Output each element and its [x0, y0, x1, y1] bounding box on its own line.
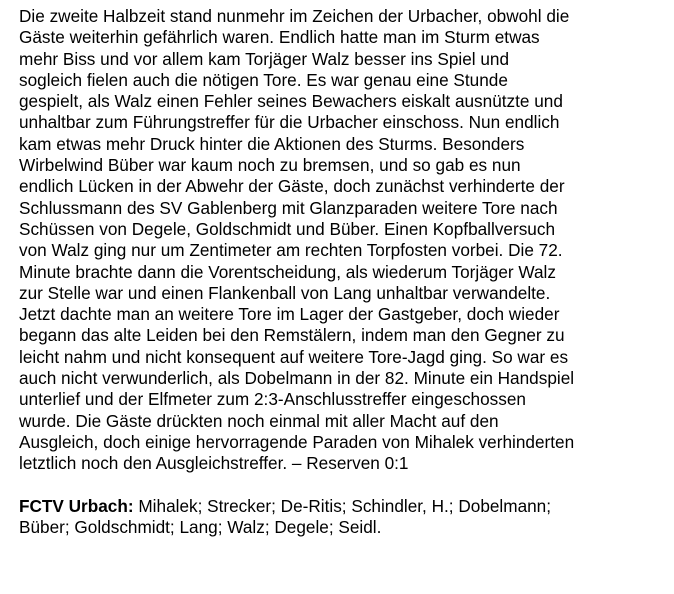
report-line: letztlich noch den Ausgleichstreffer. – Reserven 0:1: [19, 453, 409, 474]
lineup-players-1: Mihalek; Strecker; De-Ritis; Schindler, H.; Dobelmann;: [133, 495, 552, 516]
document-page: [19, 6, 667, 538]
team-name: FCTV Urbach:: [19, 495, 134, 516]
report-line: gespielt, als Walz einen Fehler seines Bewachers eiskalt ausnützte und: [19, 91, 563, 112]
team-lineup: [19, 496, 667, 539]
report-line: Schlussmann des SV Gablenberg mit Glanzparaden weitere Tore nach: [19, 197, 558, 218]
report-line: Wirbelwind Büber war kaum noch zu bremsen, und so gab es nun: [19, 155, 521, 176]
report-line: sogleich fielen auch die nötigen Tore. Es war genau eine Stunde: [19, 69, 508, 90]
report-line: auch nicht verwunderlich, als Dobelmann in der 82. Minute ein Handspiel: [19, 368, 575, 389]
match-report: [19, 6, 667, 475]
report-line: begann das alte Leiden bei den Remstälern, indem man den Gegner zu: [19, 325, 565, 346]
report-line: kam etwas mehr Druck hinter die Aktionen des Sturms. Besonders: [19, 133, 525, 154]
report-line: Die zweite Halbzeit stand nunmehr im Zeichen der Urbacher, obwohl die: [19, 6, 570, 26]
report-line: Minute brachte dann die Vorentscheidung, als wiederum Torjäger Walz: [19, 261, 556, 282]
report-line: zur Stelle war und einen Flankenball von Lang unhaltbar verwandelte.: [19, 282, 551, 303]
report-line: Ausgleich, doch einige hervorragende Paraden von Mihalek verhinderten: [19, 431, 575, 452]
paragraph-gap: [19, 475, 667, 496]
report-line: endlich Lücken in der Abwehr der Gäste, doch zunächst verhinderte der: [19, 176, 565, 197]
report-line: Schüssen von Degele, Goldschmidt und Büber. Einen Kopfballversuch: [19, 218, 556, 239]
report-line: von Walz ging nur um Zentimeter am rechten Torpfosten vorbei. Die 72.: [19, 240, 563, 261]
report-line: unterlief und der Elfmeter zum 2:3-Anschlusstreffer eingeschossen: [19, 389, 526, 410]
report-line: wurde. Die Gäste drückten noch einmal mit aller Macht auf den: [19, 410, 499, 431]
report-line: leicht nahm und nicht konsequent auf weitere Tore-Jagd ging. So war es: [19, 346, 569, 367]
report-line: mehr Biss und vor allem kam Torjäger Walz besser ins Spiel und: [19, 48, 510, 69]
lineup-players-2: Büber; Goldschmidt; Lang; Walz; Degele; Seidl.: [19, 516, 382, 537]
report-line: Jetzt dachte man an weitere Tore im Lager der Gastgeber, doch wieder: [19, 304, 560, 325]
lineup-line-1: [19, 496, 667, 517]
report-line: unhaltbar zum Führungstreffer für die Urbacher einschoss. Nun endlich: [19, 112, 560, 133]
report-line: Gäste weiterhin gefährlich waren. Endlich hatte man im Sturm etwas: [19, 27, 540, 48]
